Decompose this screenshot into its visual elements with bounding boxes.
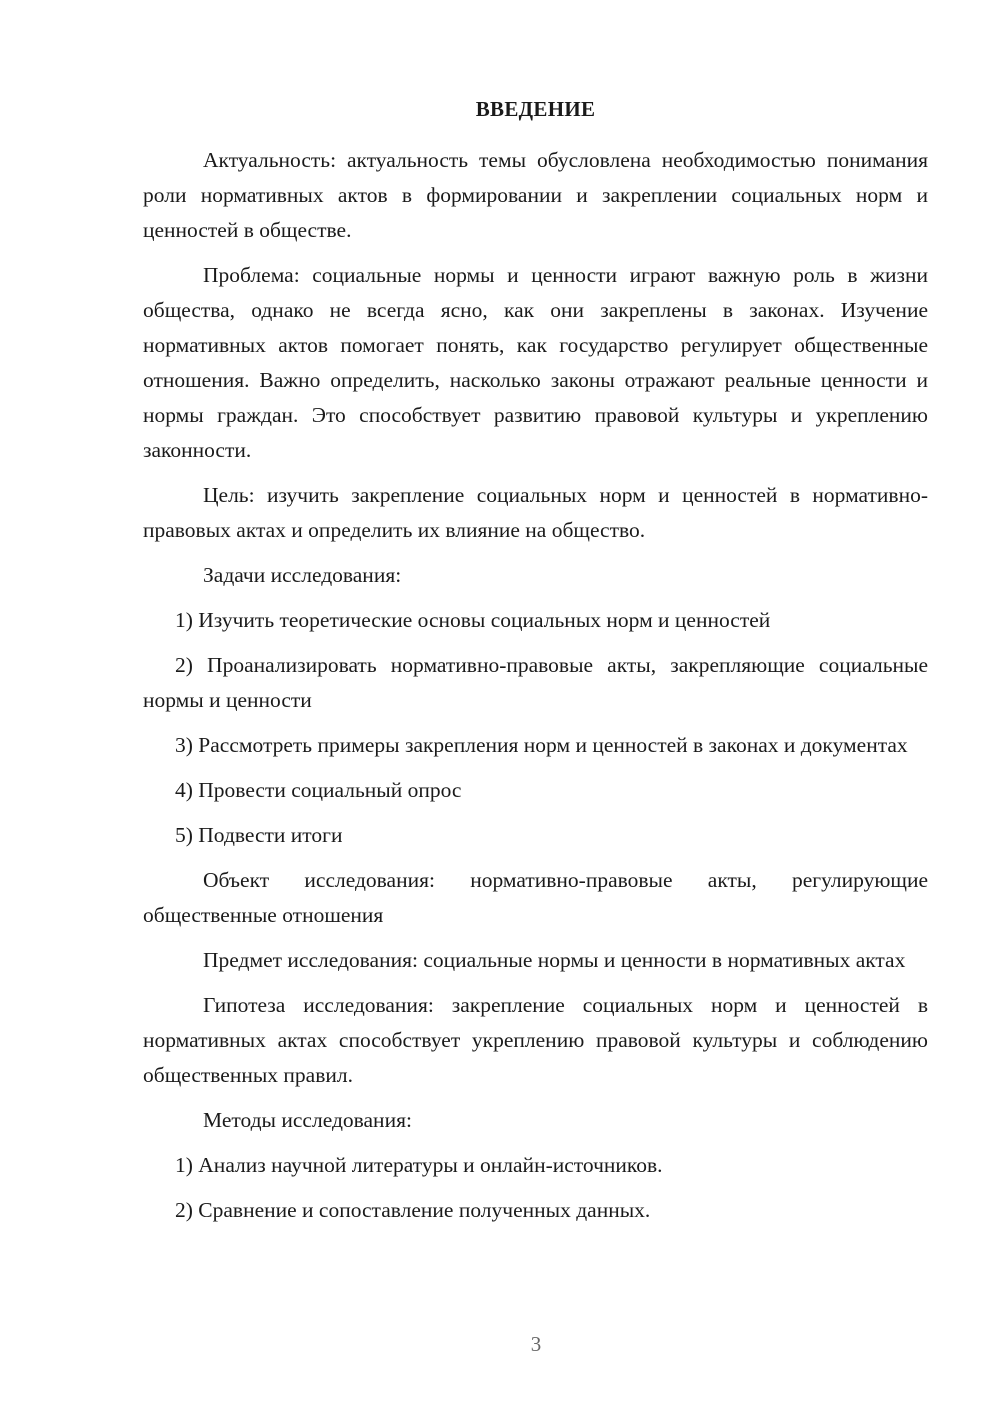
- task-item-5: 5) Подвести итоги: [175, 823, 343, 847]
- method-item-1: 1) Анализ научной литературы и онлайн-источников.: [175, 1153, 663, 1177]
- task-item-4: 4) Провести социальный опрос: [175, 778, 462, 802]
- task-item-1: 1) Изучить теоретические основы социальных норм и ценностей: [175, 608, 771, 632]
- paragraph-subject: Предмет исследования: социальные нормы и ценности в нормативных актах: [203, 948, 906, 972]
- paragraph-relevance: Актуальность: актуальность темы обусловлена необходимостью понимания роли нормативных актов в формировании и закреплении социальных норм и ценностей в обществе.: [143, 148, 928, 242]
- task-item-3: 3) Рассмотреть примеры закрепления норм и ценностей в законах и документах: [175, 733, 908, 757]
- task-item-2: 2) Проанализировать нормативно-правовые акты, закрепляющие социальные нормы и ценности: [143, 653, 928, 712]
- paragraph-hypothesis: Гипотеза исследования: закрепление социальных норм и ценностей в нормативных актах способствует укреплению правовой культуры и соблюдению общественных правил.: [143, 993, 928, 1087]
- paragraph-object: Объект исследования: нормативно-правовые акты, регулирующие общественные отношения: [143, 868, 928, 927]
- tasks-heading: Задачи исследования:: [203, 563, 402, 587]
- section-title: ВВЕДЕНИЕ: [475, 97, 596, 121]
- page-content: [143, 92, 928, 1238]
- paragraph-problem: Проблема: социальные нормы и ценности играют важную роль в жизни общества, однако не всегда ясно, как они закреплены в законах. Изучение нормативных актов помогает понять, как государство регулирует общественные отношения. Важно определить, насколько законы отражают реальные ценности и нормы граждан. Это способствует развитию правовой культуры и укреплению законности.: [143, 263, 928, 462]
- method-item-2: 2) Сравнение и сопоставление полученных данных.: [175, 1198, 651, 1222]
- methods-heading: Методы исследования:: [203, 1108, 412, 1132]
- page-number: 3: [530, 1332, 542, 1356]
- paragraph-goal: Цель: изучить закрепление социальных норм и ценностей в нормативно-правовых актах и определить их влияние на общество.: [143, 483, 928, 542]
